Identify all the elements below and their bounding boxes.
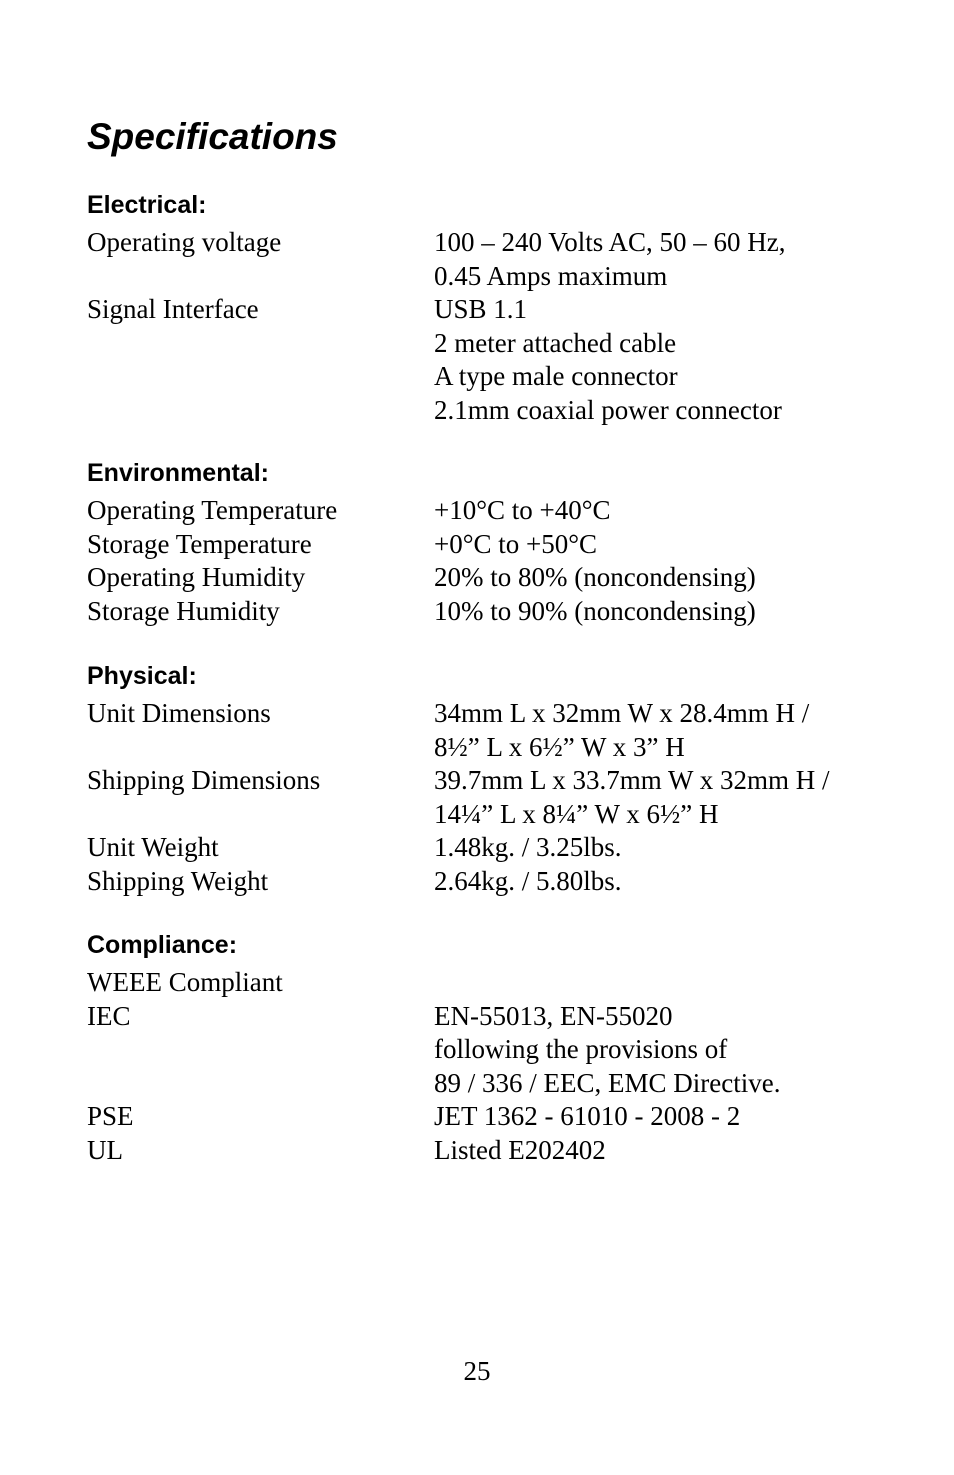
spec-value: Listed E202402 <box>434 1134 606 1165</box>
section-electrical <box>87 190 887 427</box>
spec-values <box>434 226 887 293</box>
spec-values <box>434 528 887 562</box>
spec-label: Operating Humidity <box>87 562 306 592</box>
page-title: Specifications <box>87 116 338 157</box>
spec-value: 14¼” L x 8¼” W x 6½” H <box>434 798 719 829</box>
spec-label: UL <box>87 1134 123 1165</box>
spec-values <box>434 865 887 899</box>
spec-label: Unit Dimensions <box>87 698 271 728</box>
spec-label: Unit Weight <box>87 832 219 862</box>
spec-row <box>87 764 887 831</box>
spec-value: 2.1mm coaxial power connector <box>434 394 782 425</box>
spec-value: 10% to 90% (noncondensing) <box>434 595 756 626</box>
spec-row <box>87 561 887 595</box>
spec-row <box>87 293 887 427</box>
section-heading: Physical: <box>87 662 197 690</box>
spec-values <box>434 1000 887 1101</box>
page-number: 25 <box>463 1356 491 1386</box>
spec-label: Operating Temperature <box>87 495 338 525</box>
spec-values <box>434 1134 887 1168</box>
spec-value: 1.48kg. / 3.25lbs. <box>434 832 622 862</box>
spec-values <box>434 561 887 595</box>
section-heading: Compliance: <box>87 931 238 959</box>
spec-values <box>434 293 887 427</box>
spec-label: Operating voltage <box>87 227 282 257</box>
spec-values <box>434 1100 887 1134</box>
spec-label: Shipping Dimensions <box>87 765 321 795</box>
spec-row <box>87 595 887 629</box>
spec-row <box>87 528 887 562</box>
spec-label: Signal Interface <box>87 294 259 324</box>
spec-value: 89 / 336 / EEC, EMC Directive. <box>434 1067 781 1098</box>
spec-value: 2 meter attached cable <box>434 327 677 358</box>
spec-values <box>434 697 887 764</box>
spec-value: +10°C to +40°C <box>434 495 611 525</box>
spec-value: 100 – 240 Volts AC, 50 – 60 Hz, <box>434 227 786 257</box>
spec-row <box>87 1100 887 1134</box>
spec-label: Storage Humidity <box>87 595 280 626</box>
spec-row <box>87 966 887 1000</box>
spec-values <box>434 595 887 629</box>
spec-value: 0.45 Amps maximum <box>434 260 668 291</box>
spec-value: 8½” L x 6½” W x 3” H <box>434 731 685 762</box>
spec-row <box>87 226 887 293</box>
spec-label: WEEE Compliant <box>87 967 283 997</box>
section-heading: Electrical: <box>87 191 207 219</box>
spec-label: IEC <box>87 1000 131 1031</box>
spec-label: PSE <box>87 1101 134 1131</box>
spec-values <box>434 831 887 865</box>
spec-value: 2.64kg. / 5.80lbs. <box>434 865 622 896</box>
spec-value: 39.7mm L x 33.7mm W x 32mm H / <box>434 765 830 795</box>
spec-value: following the provisions of <box>434 1034 728 1064</box>
spec-row <box>87 1000 887 1101</box>
spec-row <box>87 697 887 764</box>
section-environmental <box>87 458 887 628</box>
spec-row <box>87 831 887 865</box>
spec-value: USB 1.1 <box>434 294 528 324</box>
spec-label: Shipping Weight <box>87 865 269 896</box>
spec-values <box>434 966 887 1000</box>
spec-row <box>87 494 887 528</box>
spec-label: Storage Temperature <box>87 528 312 559</box>
spec-values <box>434 494 887 528</box>
section-physical <box>87 661 887 898</box>
spec-value: +0°C to +50°C <box>434 528 598 559</box>
spec-value: 20% to 80% (noncondensing) <box>434 562 756 592</box>
spec-value: EN-55013, EN-55020 <box>434 1000 673 1031</box>
spec-row <box>87 1134 887 1168</box>
document-page <box>87 0 887 1475</box>
section-heading: Environmental: <box>87 459 269 487</box>
spec-row <box>87 865 887 899</box>
spec-value: 34mm L x 32mm W x 28.4mm H / <box>434 698 810 728</box>
spec-values <box>434 764 887 831</box>
section-compliance <box>87 930 887 1167</box>
spec-value: A type male connector <box>434 361 678 391</box>
spec-value: JET 1362 - 61010 - 2008 - 2 <box>434 1101 741 1131</box>
